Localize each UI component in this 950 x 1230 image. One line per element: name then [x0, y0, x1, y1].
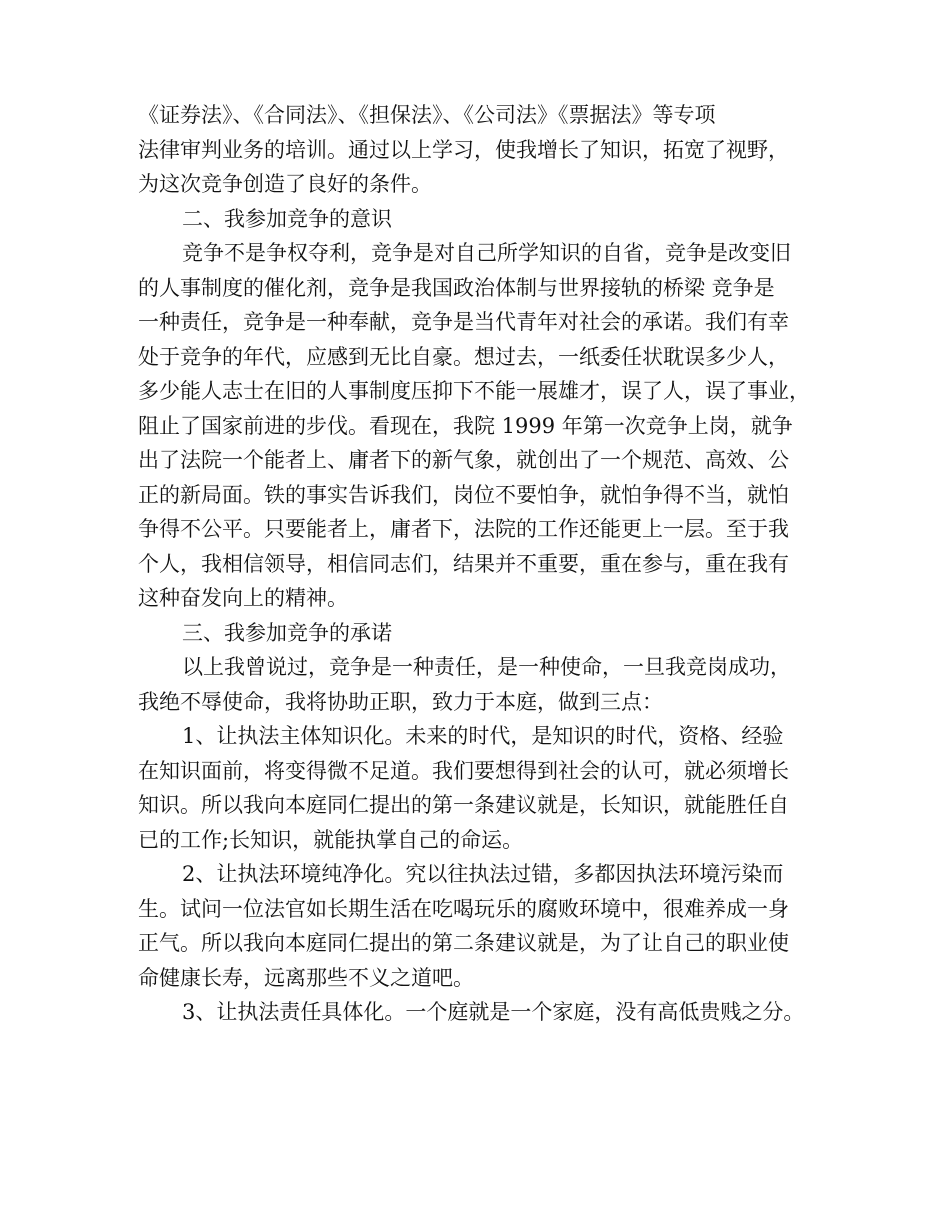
text-line: 正气。所以我向本庭同仁提出的第二条建议就是，为了让自己的职业使 [138, 931, 789, 955]
list-item-2: 2、让执法环境纯净化。究以往执法过错，多都因执法环境污染而 [182, 862, 784, 886]
text-line: 出了法院一个能者上、庸者下的新气象，就创出了一个规范、高效、公 [138, 448, 789, 472]
text-line: 为这次竞争创造了良好的条件。 [138, 172, 432, 196]
text-line: 的人事制度的催化剂，竞争是我国政治体制与世界接轨的桥梁 竞争是 [138, 275, 775, 300]
text-line: 知识。所以我向本庭同仁提出的第一条建议就是，长知识，就能胜任自 [138, 793, 789, 817]
text-line: 在知识面前，将变得微不足道。我们要想得到社会的认可，就必须增长 [138, 758, 789, 783]
list-item-3: 3、让执法责任具体化。一个庭就是一个家庭，没有高低贵贱之分。 [182, 1000, 805, 1024]
text-line: 多少能人志士在旧的人事制度压抑下不能一展雄才，误了人，误了事业， [138, 379, 810, 403]
text-line: 生。试问一位法官如长期生活在吃喝玩乐的腐败环境中，很难养成一身 [138, 896, 789, 921]
text-line: 阻止了国家前进的步伐。看现在，我院 1999 年第一次竞争上岗，就争 [138, 413, 793, 438]
text-line: 我绝不辱使命，我将协助正职，致力于本庭，做到三点： [138, 689, 663, 714]
text-line: 正的新局面。铁的事实告诉我们，岗位不要怕争，就怕争得不当，就怕 [138, 482, 789, 507]
text-line: 一种责任，竞争是一种奉献，竞争是当代青年对社会的承诺。我们有幸 [138, 310, 789, 334]
text-line: 争得不公平。只要能者上，庸者下，法院的工作还能更上一层。至于我 [138, 517, 789, 541]
text-line: 已的工作;长知识，就能执掌自己的命运。 [138, 827, 524, 852]
text-line: 处于竞争的年代，应感到无比自豪。想过去，一纸委任状耽误多少人， [138, 344, 789, 369]
section-heading: 三、我参加竞争的承诺 [182, 620, 392, 645]
text-line: 以上我曾说过，竞争是一种责任，是一种使命，一旦我竞岗成功， [182, 655, 791, 679]
text-line: 《证券法》、《合同法》、《担保法》、《公司法》《票据法》等专项 [138, 103, 716, 127]
text-line: 这种奋发向上的精神。 [138, 586, 348, 610]
section-heading: 二、我参加竞争的意识 [182, 206, 392, 231]
text-line: 法律审判业务的培训。通过以上学习，使我增长了知识，拓宽了视野， [138, 137, 789, 162]
text-line: 个人，我相信领导，相信同志们，结果并不重要，重在参与，重在我有 [138, 551, 789, 576]
list-item-1: 1、让执法主体知识化。未来的时代，是知识的时代，资格、经验 [182, 724, 784, 748]
text-line: 竞争不是争权夺利，竞争是对自己所学知识的自省，竞争是改变旧 [182, 241, 791, 265]
text-line: 命健康长寿，远离那些不义之道吧。 [138, 965, 474, 990]
